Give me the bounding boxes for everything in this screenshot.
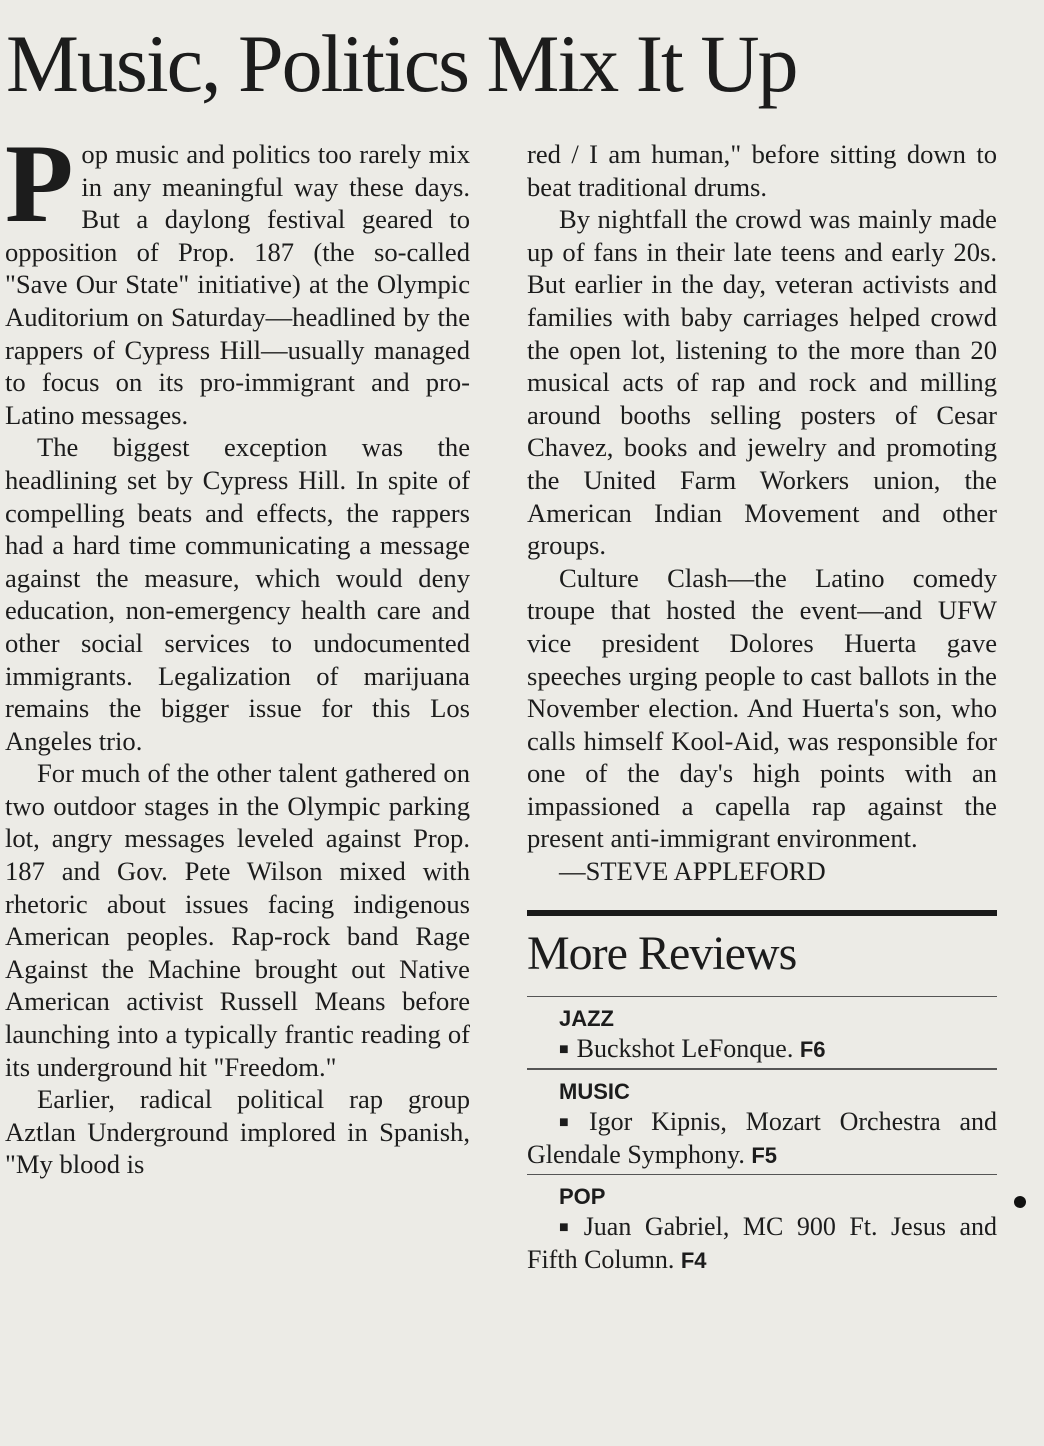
article-paragraph bbox=[5, 122, 470, 431]
category-rule bbox=[527, 1174, 997, 1176]
category-rule bbox=[527, 996, 997, 998]
review-entry bbox=[527, 1033, 997, 1066]
paragraph-text: op music and politics too rarely mix in any meaningful way these days. But a daylong festival geared to opposition of Prop. 187 (the so-called "Save Our State" initiative) at the Olympic Auditorium on Saturday—headlined by the rappers of Cypress Hill—usually managed to focus on its pro-immigrant and pro-Latino messages. bbox=[5, 139, 470, 430]
margin-dot bbox=[1014, 1196, 1026, 1208]
category-rule bbox=[527, 1068, 997, 1070]
byline: —STEVE APPLEFORD bbox=[559, 856, 826, 887]
review-item: Buckshot LeFonque. bbox=[576, 1034, 794, 1064]
category-label: MUSIC bbox=[559, 1078, 630, 1104]
bullet-icon: ■ bbox=[559, 1219, 576, 1237]
drop-cap: P bbox=[5, 122, 74, 246]
article-column-left bbox=[5, 122, 470, 1181]
more-reviews-title: More Reviews bbox=[527, 926, 797, 980]
article-paragraph: Earlier, radical political rap group Aztlan Underground implored in Spanish, "My blood is bbox=[5, 1084, 470, 1180]
headline: Music, Politics Mix It Up bbox=[6, 18, 797, 109]
page-reference: F4 bbox=[680, 1248, 707, 1274]
review-entry bbox=[527, 1211, 997, 1277]
category-label: JAZZ bbox=[559, 1006, 614, 1032]
article-paragraph: For much of the other talent gathered on two outdoor stages in the Olympic parking lot, angry messages leveled against Prop. 187 and Gov. Pete Wilson mixed with rhetoric about issues facing indigenous American peoples. Rap-rock band Rage Against the Machine brought out Native American activist Russell Means before launching into a typically frantic reading of its underground hit "Freedom." bbox=[5, 758, 470, 1082]
bullet-icon: ■ bbox=[559, 1041, 569, 1059]
article-paragraph: Culture Clash—the Latino comedy troupe that hosted the event—and UFW vice president Dolores Huerta gave speeches urging people to cast ballots in the November election. And Huerta's son, who calls himself Kool-Aid, was responsible for one of the day's high points with an impassioned a capella rap against the present anti-immigrant environment. bbox=[527, 562, 997, 854]
review-item: Juan Gabriel, MC 900 Ft. Jesus and Fifth Column. bbox=[527, 1212, 997, 1275]
bullet-icon: ■ bbox=[559, 1113, 581, 1131]
article-paragraph: By nightfall the crowd was mainly made up of fans in their late teens and early 20s. But earlier in the day, veteran activists and families with baby carriages helped crowd the open lot, listening to the more than 20 musical acts of rap and rock and milling around booths selling posters of Cesar Chavez, books and jewelry and promoting the United Farm Workers union, the American Indian Movement and other groups. bbox=[527, 204, 997, 561]
article-column-right bbox=[527, 138, 997, 1277]
article-paragraph: The biggest exception was the headlining set by Cypress Hill. In spite of compelling beats and effects, the rappers had a hard time communicating a message against the measure, which would deny education, non-emergency health care and other social services to undocumented immigrants. Legalization of marijuana remains the bigger issue for this Los Angeles trio. bbox=[5, 432, 470, 756]
category-label: POP bbox=[559, 1184, 606, 1210]
review-entry bbox=[527, 1106, 997, 1172]
page-reference: F6 bbox=[799, 1037, 826, 1063]
article-paragraph: red / I am human," before sitting down to beat traditional drums. bbox=[527, 139, 997, 202]
review-item: Igor Kipnis, Mozart Orchestra and Glendale Symphony. bbox=[527, 1106, 997, 1169]
section-divider bbox=[527, 910, 997, 916]
page-reference: F5 bbox=[751, 1142, 778, 1168]
